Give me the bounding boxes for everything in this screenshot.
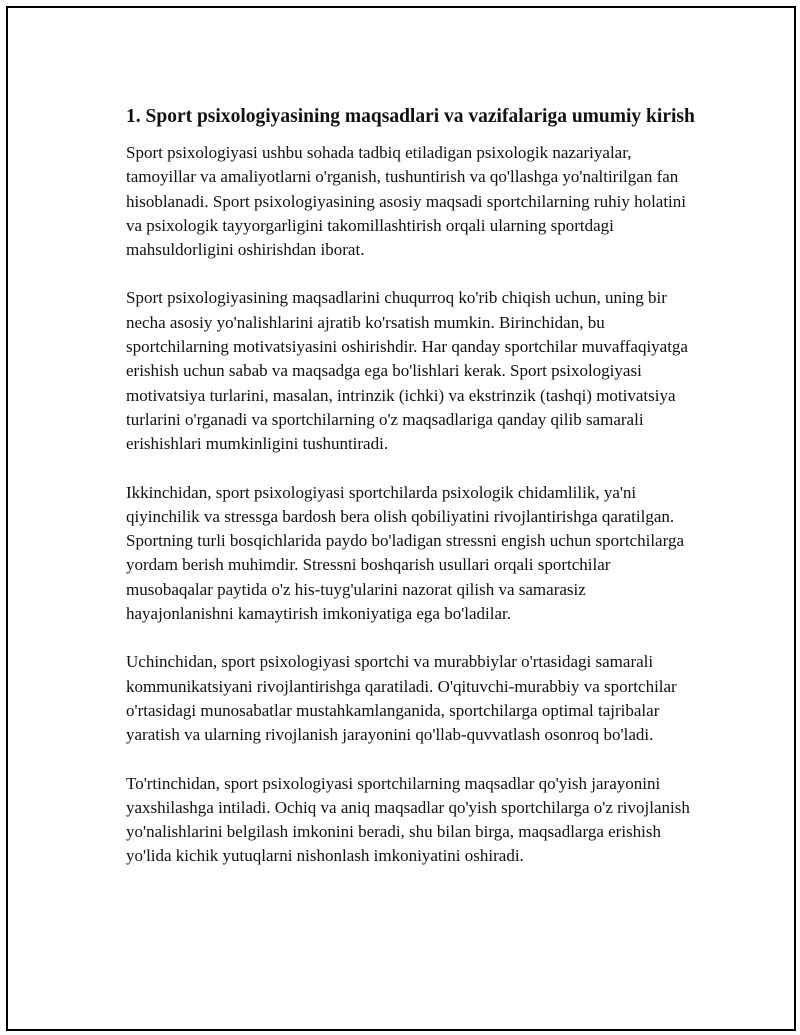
document-body [126,102,696,893]
paragraph-intro: Sport psixologiyasi ushbu sohada tadbiq etiladigan psixologik nazariyalar, tamoyillar va amaliyotlarni o'rganish, tushuntirish va qo'llashga yo'naltirilgan fan hisoblanadi. Sport psixologiyasining asosiy maqsadi sportchilarning ruhiy holatini va psixologik tayyorgarligini takomillashtirish orqali ularning sportdagi mahsuldorligini oshirishdan iborat. [126,143,687,260]
page-frame [6,6,796,1031]
paragraph-second-goal: Ikkinchidan, sport psixologiyasi sportchilarda psixologik chidamlilik, ya'ni qiyinchilik va stressga bardosh bera olish qobiliyatini rivojlantirishga qaratilgan. Sportning turli bosqichlarida paydo bo'ladigan stressni engish uchun sportchilarga yordam berish muhimdir. Stressni boshqarish usullari orqali sportchilar musobaqalar paytida o'z his-tuyg'ularini nazorat qilish va samarasiz hayajonlanishni kamaytirish imkoniyatiga ega bo'ladilar. [126,482,684,624]
section-heading: 1. Sport psixologiyasining maqsadlari va vazifalariga umumiy kirish [126,106,695,127]
paragraph-first-goal: Sport psixologiyasining maqsadlarini chuqurroq ko'rib chiqish uchun, uning bir necha asosiy yo'nalishlarini ajratib ko'rsatish mumkin. Birinchidan, bu sportchilarning motivatsiyasini oshirishdir. Har qanday sportchilar muvaffaqiyatga erishish uchun sabab va maqsadga ega bo'lishlari kerak. Sport psixologiyasi motivatsiya turlarini, masalan, intrinzik (ichki) va ekstrinzik (tashqi) motivatsiya turlarini o'rganadi va sportchilarning o'z maqsadlariga qanday qilib samarali erishishlari mumkinligini tushuntiradi. [126,288,688,454]
paragraph-fourth-goal: To'rtinchidan, sport psixologiyasi sportchilarning maqsadlar qo'yish jarayonini yaxshilashga intiladi. Ochiq va aniq maqsadlar qo'yish sportchilarga o'z rivojlanish yo'nalishlarini belgilash imkonini beradi, shu bilan birga, maqsadlarga erishish yo'lida kichik yutuqlarni nishonlash imkoniyatini oshiradi. [126,773,690,866]
paragraph-third-goal: Uchinchidan, sport psixologiyasi sportchi va murabbiylar o'rtasidagi samarali kommunikatsiyani rivojlantirishga qaratiladi. O'qituvchi-murabbiy va sportchilar o'rtasidagi munosabatlar mustahkamlanganida, sportchilarga optimal tajribalar yaratish va ularning rivojlanish jarayonini qo'llab-quvvatlash osonroq bo'ladi. [126,652,677,745]
